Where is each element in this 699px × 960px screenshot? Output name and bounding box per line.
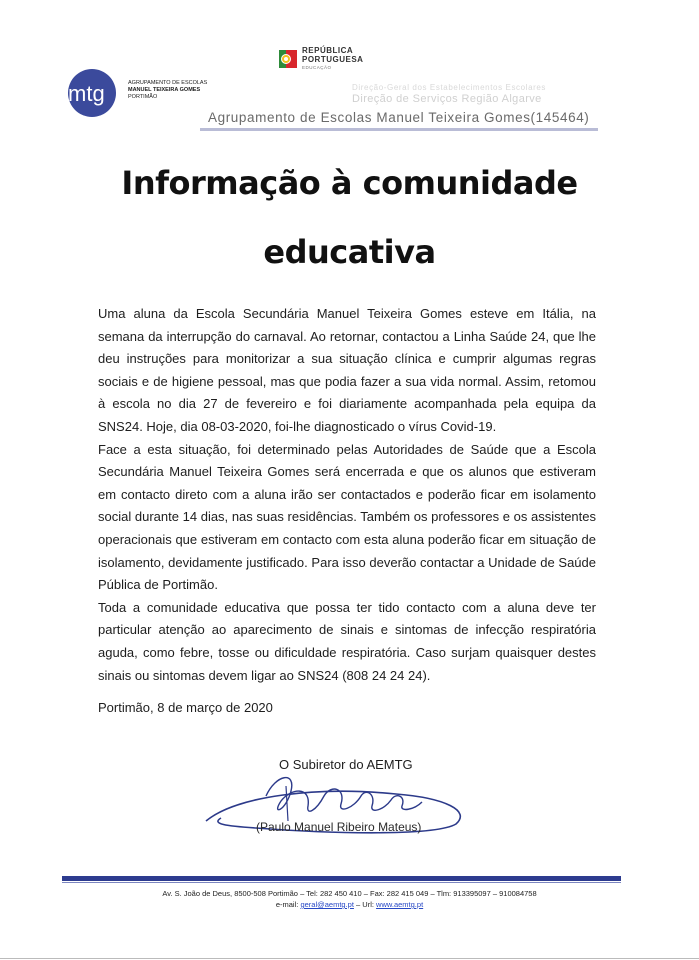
mtg-line-1: AGRUPAMENTO DE ESCOLAS <box>128 80 208 86</box>
footer-contacts <box>0 900 699 909</box>
footer-divider <box>62 876 621 881</box>
mtg-logo-text <box>128 80 207 101</box>
mtg-line-3: PORTIMÃO <box>128 94 158 100</box>
dg-line-2: Direção de Serviços Região Algarve <box>352 93 542 105</box>
footer-email-label: e-mail: <box>275 900 299 909</box>
header-divider <box>200 128 598 131</box>
footer-email-link[interactable]: geral@aemtg.pt <box>300 900 354 909</box>
paragraph-1: Uma aluna da Escola Secundária Manuel Teixeira Gomes esteve em Itália, na semana da interrupção do carnaval. Ao retornar, contactou a Linha Saúde 24, que lhe deu instruções para monitorizar a sua situação clínica e cumprir algumas regras sociais e de higiene pessoal, mas que podia fazer a sua vida normal. Assim, retomou à escola no dia 27 de fevereiro e foi diariamente acompanhada pela equipa da SNS24. Hoje, dia 08-03-2020, foi-lhe diagnosticado o vírus Covid-19. <box>98 306 596 434</box>
bottom-border <box>0 958 699 959</box>
republica-line2: PORTUGUESA <box>302 55 364 64</box>
dg-line-1: Direção-Geral dos Estabelecimentos Escolares <box>352 83 547 92</box>
signatory-title: O Subiretor do AEMTG <box>279 757 413 772</box>
svg-text:mtg: mtg <box>68 81 105 106</box>
footer-url-label: – Url: <box>356 900 374 909</box>
agrupamento-name: Agrupamento de Escolas Manuel Teixeira Gomes(145464) <box>208 110 590 125</box>
footer-url-link[interactable]: www.aemtg.pt <box>376 900 424 909</box>
paragraph-3: Toda a comunidade educativa que possa ter tido contacto com a aluna deve ter particular atenção ao aparecimento de sinais e sintomas de infecção respiratória aguda, como febre, tosse ou dificuldade respiratória. Caso surjam quaisquer destes sinais ou sintomas devem ligar ao SNS24 (808 24 24 24). <box>98 599 596 683</box>
mtg-line-2: MANUEL TEIXEIRA GOMES <box>128 87 201 93</box>
page-title-line-2: educativa <box>263 233 436 271</box>
republica-line3: EDUCAÇÃO <box>302 65 332 70</box>
date-line: Portimão, 8 de março de 2020 <box>98 700 273 715</box>
republica-line1: REPÚBLICA <box>302 46 354 55</box>
body-text <box>98 303 596 687</box>
signatory-name: (Paulo Manuel Ribeiro Mateus) <box>256 820 422 834</box>
republica-portuguesa-logo <box>278 46 388 74</box>
footer-address: Av. S. João de Deus, 8500-508 Portimão – Tel: 282 450 410 – Fax: 282 415 049 – Tlm: 913395097 – 910084758 <box>162 889 537 898</box>
mtg-logo-icon <box>66 68 124 118</box>
republica-emblem-icon <box>278 48 298 70</box>
footer-divider-thin <box>62 882 621 883</box>
paragraph-2: Face a esta situação, foi determinado pelas Autoridades de Saúde que a Escola Secundária Manuel Teixeira Gomes será encerrada e que os alunos que estiveram em contacto direto com a aluna irão ser contactados e poderão ficar em isolamento social durante 14 dias, nas suas residências. Também os professores e os assistentes operacionais que estiveram em contacto com esta aluna poderão ficar em situação de isolamento, devidamente justificado. Para isso deverão contactar a Unidade de Saúde Pública de Portimão. <box>98 441 596 593</box>
page-title-line-1: Informação à comunidade <box>121 164 578 202</box>
